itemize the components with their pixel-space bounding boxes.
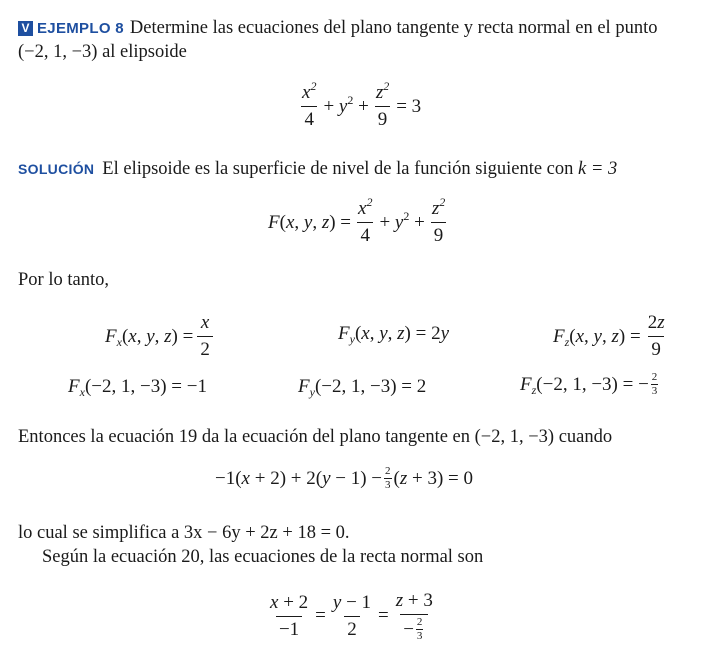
partial-fy: $F_y(x$, y, z) = 2y	[338, 323, 450, 346]
example-text-line1: Determine las ecuaciones del plano tangente y recta normal en el punto	[129, 18, 658, 38]
solution-line	[18, 157, 617, 181]
ellipsoid-equation: $\frac{x^2}{4}$ + $y^2$ + $\frac{z^2}{9}$ = 3	[302, 79, 422, 130]
example-badge-icon: V	[18, 21, 33, 36]
solution-label: SOLUCIÓN	[18, 161, 95, 177]
example-label: EJEMPLO 8	[37, 20, 124, 37]
fy-evaluated: $F_y(-2$, 1, −3) = 2	[298, 376, 427, 399]
partial-fz: $F_z(x$, y, z) = $\frac{2z}{9}$	[553, 312, 665, 360]
fz-evaluated: $F_z(-2$, 1, −3) = − $\frac{2}{3}$	[520, 371, 658, 397]
solution-text: El elipsoide es la superficie de nivel de la función siguiente con	[102, 159, 574, 179]
example-text-rest: al elipsoide	[102, 42, 187, 62]
example-header	[18, 16, 657, 41]
example-point: (−2, 1, −3)	[18, 42, 98, 62]
simplifies-text: lo cual se simplifica a 3x − 6y + 2z + 18 = 0.	[18, 523, 350, 543]
example-text-line2	[18, 40, 187, 64]
normal-line-equation: $\frac{x + 2}{-1}$ = $\frac{y - 1}{2}$ = z + 3 − $\frac{2}{3}$	[270, 590, 433, 642]
partial-fx: $F_x(x$, y, z) = $\frac{x}{2}$	[105, 312, 217, 361]
solution-k: k = 3	[578, 159, 618, 179]
fx-value: −1	[186, 376, 207, 397]
therefore-text: Por lo tanto,	[18, 270, 109, 290]
tangent-plane-text: Entonces la ecuación 19 da la ecuación del plano tangente en (−2, 1, −3) cuando	[18, 427, 613, 447]
tangent-plane-equation: −1(x + 2) + 2(y − 1) − $\frac{2}{3}$ (z + 3) = 0	[215, 465, 474, 491]
normal-line-text: Según la ecuación 20, las ecuaciones de la recta normal son	[42, 547, 484, 567]
fy-value: 2	[416, 376, 427, 397]
function-definition: F(x, y, z) = $\frac{x^2}{4}$ + $y^2$ + $\frac{z^2}{9}$	[268, 195, 446, 246]
fx-evaluated: $F_x(-2$, 1, −3) = −1	[68, 376, 207, 399]
